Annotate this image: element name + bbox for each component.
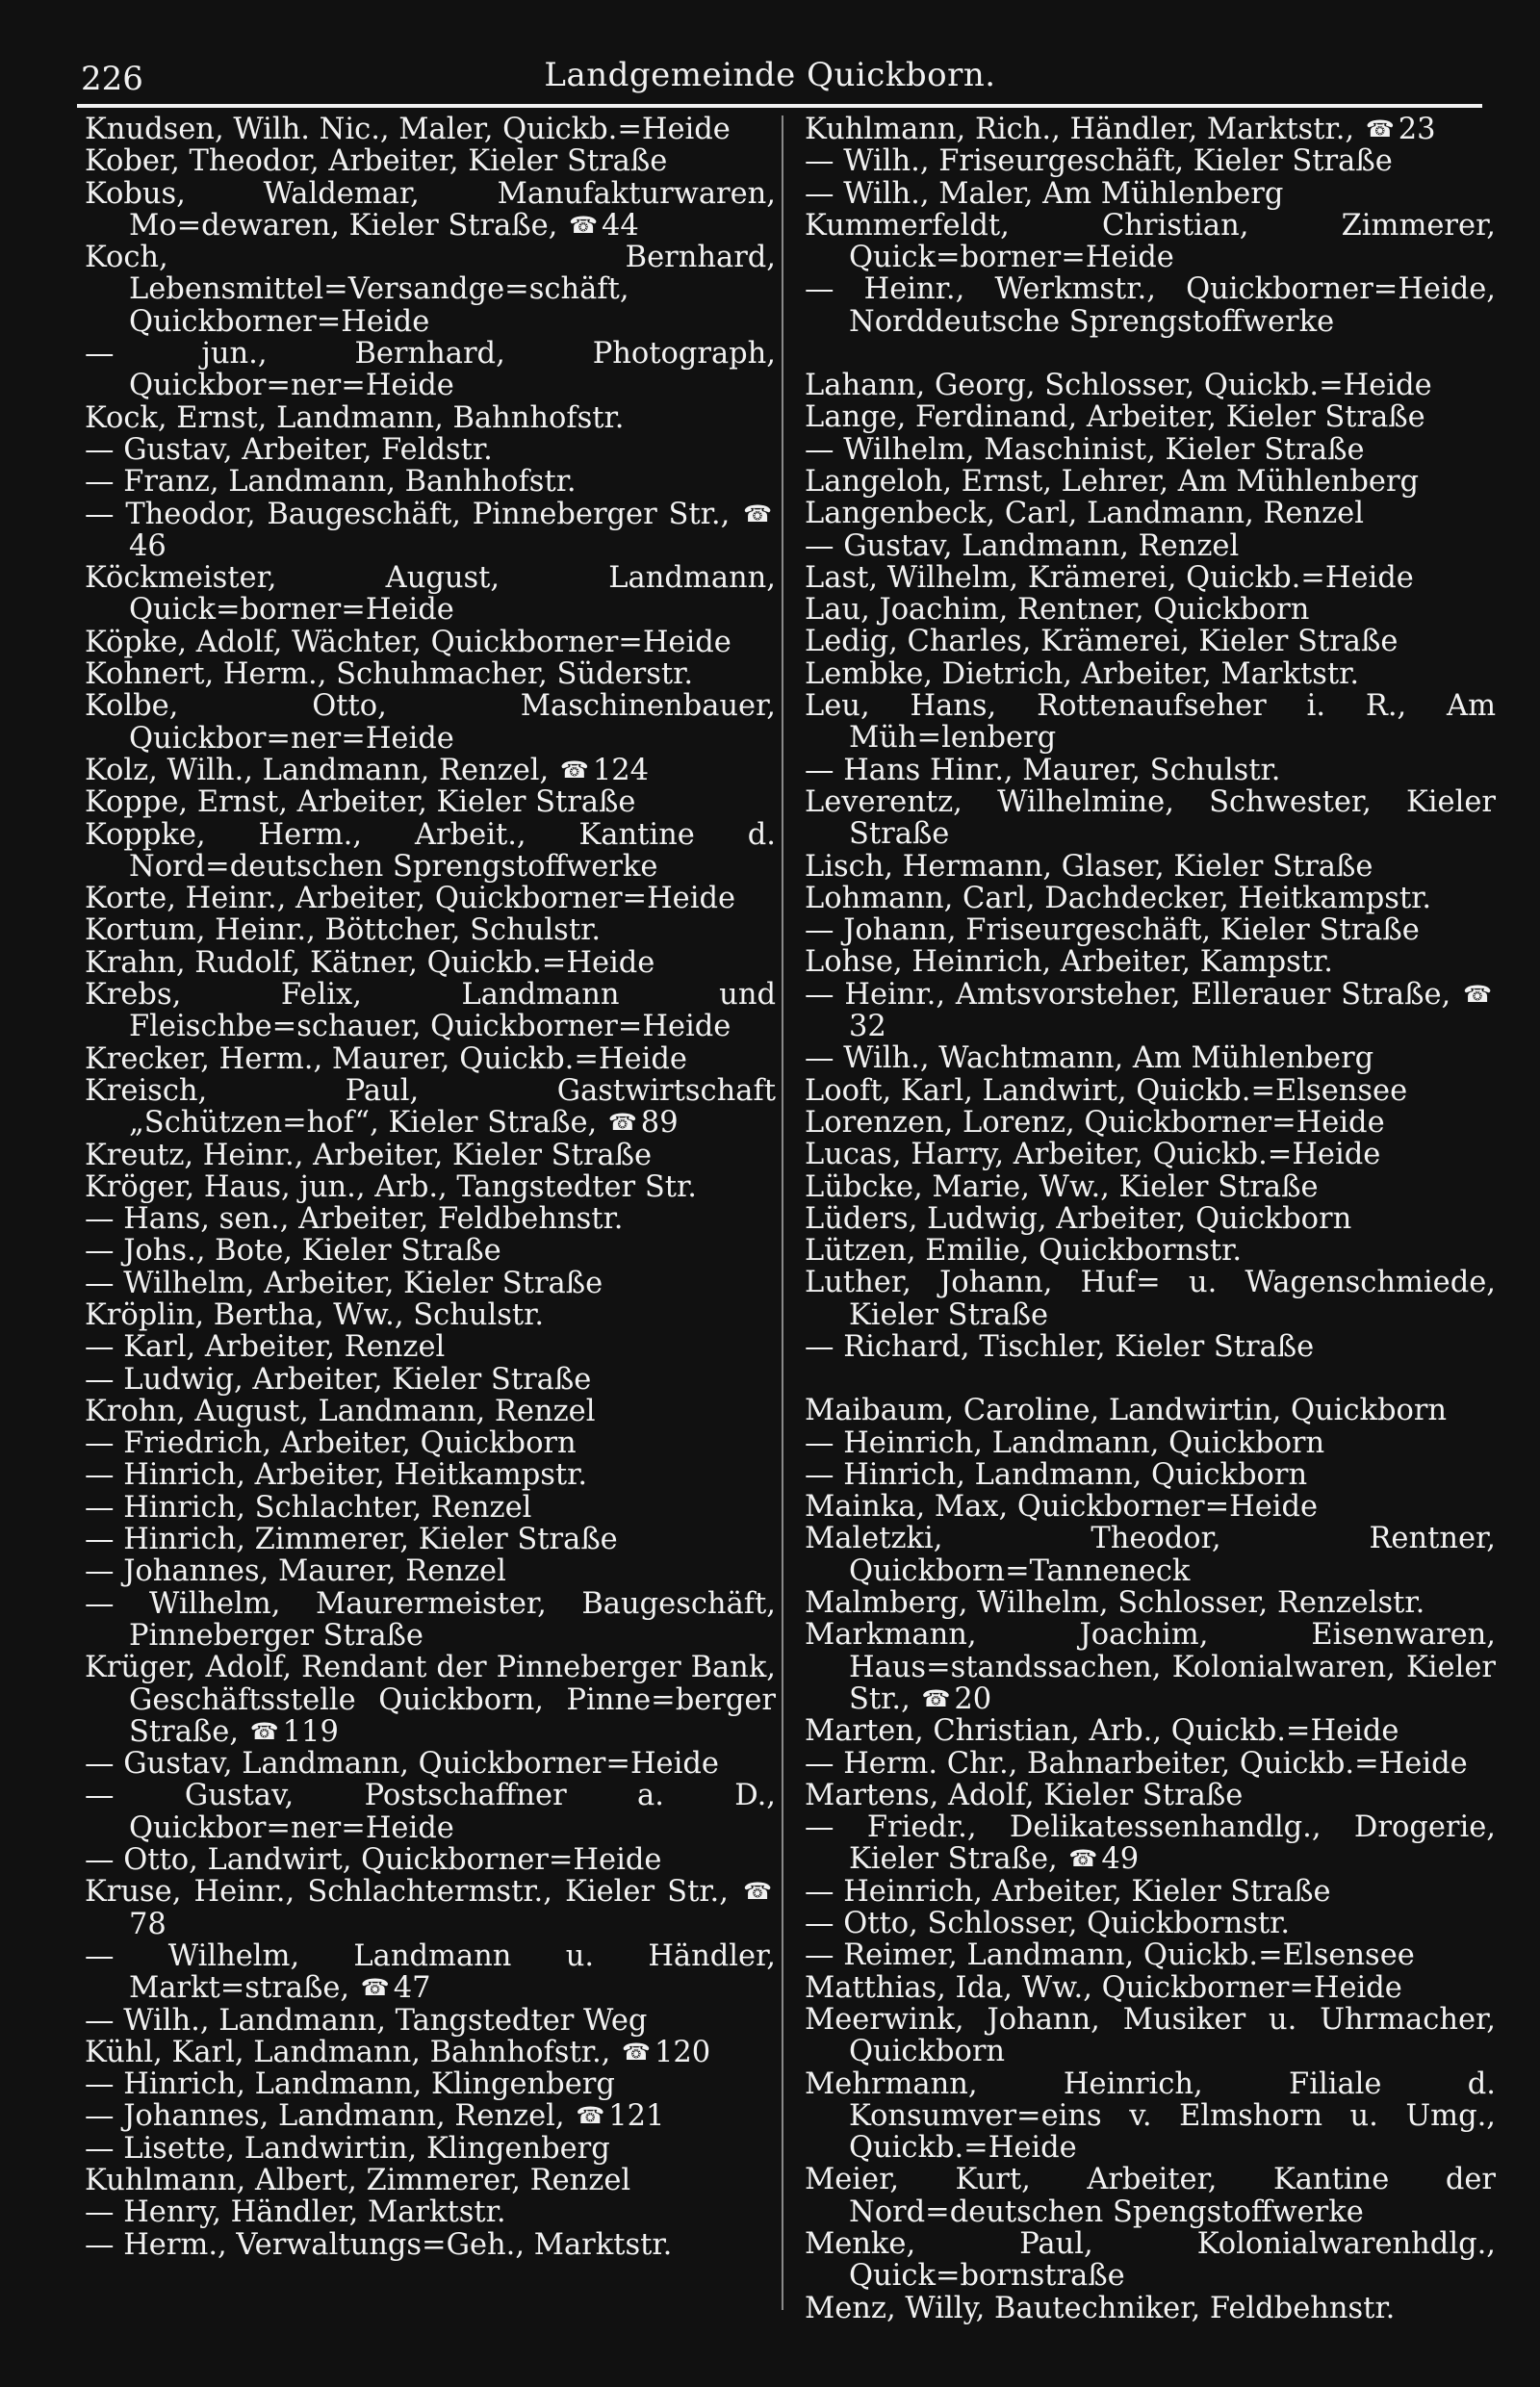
directory-entry bbox=[85, 434, 776, 466]
directory-entry bbox=[805, 370, 1496, 401]
directory-entry bbox=[805, 2004, 1496, 2068]
entry-text: Looft, Karl, Landwirt, Quickb.=Elsensee bbox=[805, 1073, 1408, 1108]
directory-entry bbox=[805, 1908, 1496, 1939]
directory-entry bbox=[805, 690, 1496, 755]
directory-entry bbox=[805, 273, 1496, 338]
directory-entry bbox=[805, 2228, 1496, 2293]
entry-text: Kohnert, Herm., Schuhmacher, Süderstr. bbox=[85, 657, 694, 692]
directory-entry bbox=[85, 2196, 776, 2228]
directory-entry bbox=[85, 2100, 776, 2132]
directory-entry bbox=[805, 1107, 1496, 1139]
directory-entry bbox=[805, 2068, 1496, 2165]
directory-entry bbox=[85, 2133, 776, 2165]
directory-entry bbox=[85, 499, 776, 563]
entry-text: Ledig, Charles, Krämerei, Kieler Straße bbox=[805, 625, 1399, 659]
entry-text: Lembke, Dietrich, Arbeiter, Marktstr. bbox=[805, 656, 1360, 691]
directory-entry bbox=[85, 1364, 776, 1396]
entry-text: — Karl, Arbeiter, Renzel bbox=[85, 1330, 446, 1365]
entry-text: Lau, Joachim, Rentner, Quickborn bbox=[805, 593, 1310, 628]
directory-entry bbox=[805, 1075, 1496, 1107]
entry-text: — Herm. Chr., Bahnarbeiter, Quickb.=Heide bbox=[805, 1746, 1468, 1781]
directory-entry bbox=[805, 114, 1496, 145]
directory-entry bbox=[805, 755, 1496, 786]
column-divider bbox=[782, 116, 783, 2310]
directory-entry bbox=[85, 1844, 776, 1876]
entry-text: — Otto, Schlosser, Quickbornstr. bbox=[805, 1907, 1291, 1941]
entry-text: Kortum, Heinr., Böttcher, Schulstr. bbox=[85, 913, 602, 948]
directory-entry bbox=[805, 594, 1496, 626]
directory-entry bbox=[85, 1396, 776, 1427]
directory-entry bbox=[85, 1876, 776, 1940]
directory-entry bbox=[805, 1587, 1496, 1619]
directory-entry bbox=[85, 402, 776, 434]
directory-entry bbox=[805, 883, 1496, 914]
entry-text: — Johannes, Maurer, Renzel bbox=[85, 1554, 506, 1589]
entry-text: — Wilh., Wachtmann, Am Mühlenberg bbox=[805, 1041, 1374, 1076]
entry-text: Langeloh, Ernst, Lehrer, Am Mühlenberg bbox=[805, 464, 1420, 499]
entry-text: — Gustav, Landmann, Renzel bbox=[805, 528, 1240, 563]
entry-text: Korte, Heinr., Arbeiter, Quickborner=Heide bbox=[85, 882, 736, 916]
entry-text: — Heinrich, Landmann, Quickborn bbox=[805, 1425, 1325, 1460]
directory-entry bbox=[805, 1491, 1496, 1523]
entry-text: — Hinrich, Schlachter, Renzel bbox=[85, 1490, 532, 1525]
phone-number: 47 bbox=[393, 1971, 431, 2006]
directory-entry bbox=[805, 979, 1496, 1043]
directory-entry bbox=[85, 1203, 776, 1235]
entry-text: — Johann, Friseurgeschäft, Kieler Straße bbox=[805, 913, 1420, 948]
directory-entry bbox=[805, 914, 1496, 946]
entry-text: — Hinrich, Zimmerer, Kieler Straße bbox=[85, 1523, 618, 1557]
directory-entry bbox=[85, 1780, 776, 1844]
phone-number: 23 bbox=[1398, 113, 1436, 146]
directory-entry bbox=[805, 1203, 1496, 1235]
entry-text: — Wilh., Friseurgeschäft, Kieler Straße bbox=[805, 144, 1393, 179]
directory-entry bbox=[85, 627, 776, 658]
phone-number: 89 bbox=[640, 1106, 679, 1141]
entry-text: Kruse, Heinr., Schlachtermstr., Kieler Str., bbox=[85, 1875, 729, 1910]
entry-text: Malmberg, Wilhelm, Schlosser, Renzelstr. bbox=[805, 1586, 1425, 1621]
entry-text: Knudsen, Wilh. Nic., Maler, Quickb.=Heide bbox=[85, 113, 731, 146]
header-rule bbox=[77, 104, 1482, 108]
entry-text: Krohn, August, Landmann, Renzel bbox=[85, 1394, 596, 1428]
entry-text: Maibaum, Caroline, Landwirtin, Quickborn bbox=[805, 1394, 1448, 1428]
entry-text: — Gustav, Postschaffner a. D., Quickbor=ner=Heide bbox=[85, 1779, 776, 1845]
directory-entry bbox=[85, 2068, 776, 2100]
entry-text: Krecker, Herm., Maurer, Quickb.=Heide bbox=[85, 1041, 687, 1076]
entry-text: Koch, Bernhard, Lebensmittel=Versandge=schäft, Quickborner=Heide bbox=[85, 241, 776, 339]
entry-text: — Lisette, Landwirtin, Klingenberg bbox=[85, 2131, 610, 2166]
entry-text: Koppe, Ernst, Arbeiter, Kieler Straße bbox=[85, 785, 636, 820]
entry-text: — Franz, Landmann, Banhhofstr. bbox=[85, 465, 577, 500]
entry-text: Kock, Ernst, Landmann, Bahnhofstr. bbox=[85, 400, 625, 435]
directory-entry bbox=[805, 530, 1496, 562]
entry-text: — Henry, Händler, Marktstr. bbox=[85, 2195, 506, 2230]
directory-entry bbox=[85, 114, 776, 145]
entry-text: — Hans, sen., Arbeiter, Feldbehnstr. bbox=[85, 1202, 624, 1237]
directory-entry bbox=[85, 2005, 776, 2037]
entry-text: Leverentz, Wilhelmine, Schwester, Kieler Straße bbox=[805, 784, 1496, 852]
phone-number: 20 bbox=[954, 1681, 992, 1716]
entry-text: — Johs., Bote, Kieler Straße bbox=[85, 1234, 501, 1269]
entry-text: Kolbe, Otto, Maschinenbauer, Quickbor=ner=Heide bbox=[85, 689, 776, 756]
directory-entry bbox=[85, 914, 776, 946]
telephone-icon: ☎ bbox=[569, 211, 598, 239]
entry-text: Maletzki, Theodor, Rentner, Quickborn=Tanneneck bbox=[805, 1522, 1496, 1588]
entry-text: — Friedr., Delikatessenhandlg., Drogerie, Kieler Straße, bbox=[805, 1810, 1496, 1877]
entry-text: Marten, Christian, Arb., Quickb.=Heide bbox=[805, 1714, 1399, 1749]
directory-entry bbox=[805, 178, 1496, 210]
entry-text: Koppke, Herm., Arbeit., Kantine d. Nord=deutschen Sprengstoffwerke bbox=[85, 817, 776, 884]
directory-entry bbox=[805, 1331, 1496, 1363]
directory-entry bbox=[805, 1939, 1496, 1971]
telephone-icon: ☎ bbox=[576, 2102, 605, 2130]
entry-text: — Gustav, Arbeiter, Feldstr. bbox=[85, 432, 493, 467]
entry-text: Leu, Hans, Rottenaufseher i. R., Am Müh=lenberg bbox=[805, 689, 1496, 756]
entry-text: Kobus, Waldemar, Manufakturwaren, Mo=dewaren, Kieler Straße, bbox=[85, 176, 776, 243]
entry-text: — Wilhelm, Arbeiter, Kieler Straße bbox=[85, 1266, 603, 1300]
directory-entry bbox=[85, 1940, 776, 2005]
directory-entry bbox=[805, 626, 1496, 657]
directory-entry bbox=[805, 1235, 1496, 1267]
entry-text: — Hinrich, Landmann, Quickborn bbox=[805, 1457, 1308, 1492]
entry-text: Kolz, Wilh., Landmann, Renzel, bbox=[85, 753, 550, 787]
entry-text: Martens, Adolf, Kieler Straße bbox=[805, 1778, 1244, 1812]
directory-entry bbox=[805, 401, 1496, 433]
entry-text: — Hinrich, Landmann, Klingenberg bbox=[85, 2067, 615, 2102]
telephone-icon: ☎ bbox=[1463, 980, 1492, 1008]
directory-entry bbox=[805, 1972, 1496, 2004]
directory-entry bbox=[85, 2037, 776, 2068]
directory-entry bbox=[85, 979, 776, 1043]
directory-entry bbox=[85, 1299, 776, 1331]
entry-text: Mehrmann, Heinrich, Filiale d. Konsumver=eins v. Elmshorn u. Umg., Quickb.=Heide bbox=[805, 2066, 1496, 2166]
directory-entry bbox=[805, 434, 1496, 466]
directory-entry bbox=[85, 466, 776, 498]
directory-entry bbox=[805, 1780, 1496, 1811]
entry-text: — Wilh., Landmann, Tangstedter Weg bbox=[85, 2003, 648, 2038]
telephone-icon: ☎ bbox=[1365, 116, 1395, 142]
telephone-icon: ☎ bbox=[622, 2038, 651, 2066]
entry-text: — Wilhelm, Maschinist, Kieler Straße bbox=[805, 432, 1365, 467]
directory-entry bbox=[805, 1459, 1496, 1491]
entry-text: Lüders, Ludwig, Arbeiter, Quickborn bbox=[805, 1201, 1352, 1236]
entry-text: Krahn, Rudolf, Kätner, Quickb.=Heide bbox=[85, 945, 655, 980]
directory-entry bbox=[805, 2293, 1496, 2324]
phone-number: 124 bbox=[592, 753, 650, 787]
entry-text: — Wilhelm, Maurermeister, Baugeschäft, Pinneberger Straße bbox=[85, 1586, 776, 1653]
phone-number: 119 bbox=[282, 1714, 339, 1749]
entry-text: — Gustav, Landmann, Quickborner=Heide bbox=[85, 1747, 719, 1782]
phone-number: 49 bbox=[1101, 1842, 1140, 1877]
entry-text: Menke, Paul, Kolonialwarenhdlg., Quick=bornstraße bbox=[805, 2227, 1496, 2294]
directory-entry bbox=[85, 338, 776, 402]
directory-entry bbox=[805, 1171, 1496, 1203]
directory-entry bbox=[85, 690, 776, 755]
entry-text: — Hans Hinr., Maurer, Schulstr. bbox=[805, 753, 1281, 787]
directory-entry bbox=[805, 210, 1496, 274]
directory-entry bbox=[85, 1427, 776, 1459]
phone-number: 121 bbox=[608, 2099, 665, 2134]
entry-text: Kuhlmann, Albert, Zimmerer, Renzel bbox=[85, 2164, 631, 2197]
entry-text: — Richard, Tischler, Kieler Straße bbox=[805, 1329, 1315, 1364]
directory-entry bbox=[85, 1588, 776, 1653]
entry-text: — Johannes, Landmann, Renzel, bbox=[85, 2099, 565, 2134]
entry-text: — Heinrich, Arbeiter, Kieler Straße bbox=[805, 1874, 1331, 1909]
directory-entry bbox=[85, 1524, 776, 1555]
directory-entry bbox=[85, 562, 776, 627]
directory-entry bbox=[805, 1267, 1496, 1331]
entry-text: Lahann, Georg, Schlosser, Quickb.=Heide bbox=[805, 369, 1432, 403]
directory-entry bbox=[805, 1715, 1496, 1747]
directory-entry bbox=[805, 466, 1496, 498]
directory-entry bbox=[85, 2229, 776, 2261]
entry-text: Lohmann, Carl, Dachdecker, Heitkampstr. bbox=[805, 881, 1432, 915]
directory-entry bbox=[805, 2164, 1496, 2228]
page-number: 226 bbox=[81, 60, 143, 98]
directory-entry bbox=[805, 1523, 1496, 1587]
entry-text: Kreisch, Paul, Gastwirtschaft „Schützen=hof“, Kieler Straße, bbox=[85, 1073, 776, 1141]
directory-entry bbox=[85, 178, 776, 243]
entry-text: Kröplin, Bertha, Ww., Schulstr. bbox=[85, 1297, 545, 1332]
section-gap bbox=[805, 338, 1496, 370]
entry-text: — Wilh., Maler, Am Mühlenberg bbox=[805, 176, 1284, 211]
telephone-icon: ☎ bbox=[921, 1684, 951, 1712]
section-gap bbox=[805, 1363, 1496, 1395]
entry-text: Kummerfeldt, Christian, Zimmerer, Quick=borner=Heide bbox=[805, 208, 1496, 275]
directory-entry bbox=[805, 1395, 1496, 1426]
entry-text: — jun., Bernhard, Photograph, Quickbor=ner=Heide bbox=[85, 337, 776, 403]
running-title: Landgemeinde Quickborn. bbox=[544, 56, 996, 94]
telephone-icon: ☎ bbox=[360, 1974, 390, 2002]
directory-entry bbox=[85, 947, 776, 979]
entry-text: Kröger, Haus, jun., Arb., Tangstedter Str. bbox=[85, 1169, 697, 1204]
directory-entry bbox=[85, 242, 776, 338]
entry-text: Lange, Ferdinand, Arbeiter, Kieler Straße bbox=[805, 400, 1425, 435]
entry-text: Krüger, Adolf, Rendant der Pinneberger Bank, Geschäftsstelle Quickborn, Pinne=berger Straße, bbox=[85, 1651, 776, 1749]
directory-entry bbox=[85, 1075, 776, 1140]
directory-entry bbox=[805, 1042, 1496, 1074]
directory-entry bbox=[85, 1459, 776, 1491]
entry-text: — Hinrich, Arbeiter, Heitkampstr. bbox=[85, 1458, 588, 1493]
entry-text: — Reimer, Landmann, Quickb.=Elsensee bbox=[805, 1938, 1415, 1973]
entry-text: Matthias, Ida, Ww., Quickborner=Heide bbox=[805, 1970, 1402, 2005]
directory-entry bbox=[805, 1811, 1496, 1876]
directory-entry bbox=[85, 145, 776, 177]
directory-entry bbox=[85, 1748, 776, 1780]
entry-text: — Heinr., Werkmstr., Quickborner=Heide, Norddeutsche Sprengstoffwerke bbox=[805, 272, 1496, 339]
entry-text: Lübcke, Marie, Ww., Kieler Straße bbox=[805, 1169, 1319, 1204]
directory-entry bbox=[85, 1171, 776, 1203]
entry-text: — Heinr., Amtsvorsteher, Ellerauer Straße, bbox=[805, 977, 1451, 1012]
directory-entry bbox=[85, 1235, 776, 1267]
directory-entry bbox=[85, 786, 776, 818]
directory-entry bbox=[805, 1876, 1496, 1908]
directory-entry bbox=[805, 851, 1496, 883]
telephone-icon: ☎ bbox=[743, 500, 773, 527]
directory-entry bbox=[805, 786, 1496, 851]
entry-text: Luther, Johann, Huf= u. Wagenschmiede, Kieler Straße bbox=[805, 1266, 1496, 1332]
entry-text: Köpke, Adolf, Wächter, Quickborner=Heide bbox=[85, 625, 732, 659]
directory-entry bbox=[85, 1140, 776, 1171]
entry-text: Meerwink, Johann, Musiker u. Uhrmacher, Quickborn bbox=[805, 2002, 1496, 2069]
entry-text: Krebs, Felix, Landmann und Fleischbe=schauer, Quickborner=Heide bbox=[85, 978, 776, 1044]
entry-text: Menz, Willy, Bautechniker, Feldbehnstr. bbox=[805, 2291, 1396, 2325]
entry-text: Kreutz, Heinr., Arbeiter, Kieler Straße bbox=[85, 1138, 653, 1172]
phone-number: 78 bbox=[129, 1907, 167, 1941]
directory-entry bbox=[805, 145, 1496, 177]
entry-text: Lisch, Hermann, Glaser, Kieler Straße bbox=[805, 849, 1373, 884]
entry-text: Köckmeister, August, Landmann, Quick=borner=Heide bbox=[85, 561, 776, 628]
entry-text: Meier, Kurt, Arbeiter, Kantine der Nord=deutschen Spengstoffwerke bbox=[805, 2163, 1496, 2229]
entry-text: Kühl, Karl, Landmann, Bahnhofstr., bbox=[85, 2035, 611, 2069]
entry-text: Last, Wilhelm, Krämerei, Quickb.=Heide bbox=[805, 560, 1414, 595]
telephone-icon: ☎ bbox=[743, 1878, 772, 1906]
telephone-icon: ☎ bbox=[1068, 1845, 1098, 1873]
directory-entry bbox=[85, 819, 776, 884]
telephone-icon: ☎ bbox=[607, 1109, 637, 1137]
left-column bbox=[85, 114, 776, 2261]
directory-entry bbox=[805, 946, 1496, 978]
directory-entry bbox=[805, 1427, 1496, 1459]
phone-number: 44 bbox=[602, 208, 639, 243]
right-column bbox=[805, 114, 1496, 2324]
directory-entry bbox=[85, 1652, 776, 1748]
directory-entry bbox=[805, 1139, 1496, 1170]
directory-entry bbox=[85, 1268, 776, 1299]
directory-entry bbox=[805, 658, 1496, 690]
directory-entry bbox=[85, 1043, 776, 1075]
entry-text: — Ludwig, Arbeiter, Kieler Straße bbox=[85, 1362, 592, 1397]
entry-text: Markmann, Joachim, Eisenwaren, Haus=standssachen, Kolonialwaren, Kieler Str., bbox=[805, 1618, 1496, 1716]
directory-entry bbox=[85, 755, 776, 786]
phone-number: 120 bbox=[654, 2035, 711, 2069]
entry-text: Langenbeck, Carl, Landmann, Renzel bbox=[805, 497, 1364, 531]
directory-entry bbox=[805, 1748, 1496, 1780]
entry-text: — Otto, Landwirt, Quickborner=Heide bbox=[85, 1843, 662, 1878]
phone-number: 32 bbox=[849, 1010, 886, 1044]
entry-text: — Herm., Verwaltungs=Geh., Marktstr. bbox=[85, 2227, 673, 2262]
entry-text: Mainka, Max, Quickborner=Heide bbox=[805, 1490, 1319, 1525]
entry-text: Kuhlmann, Rich., Händler, Marktstr., bbox=[805, 113, 1355, 146]
telephone-icon: ☎ bbox=[249, 1717, 279, 1745]
directory-entry bbox=[85, 1555, 776, 1587]
entry-text: Lützen, Emilie, Quickbornstr. bbox=[805, 1234, 1243, 1269]
entry-text: Kober, Theodor, Arbeiter, Kieler Straße bbox=[85, 144, 668, 179]
directory-entry bbox=[85, 883, 776, 914]
directory-entry bbox=[85, 1492, 776, 1524]
directory-entry bbox=[805, 498, 1496, 529]
directory-entry bbox=[85, 658, 776, 690]
entry-text: Lohse, Heinrich, Arbeiter, Kampstr. bbox=[805, 945, 1333, 980]
directory-entry bbox=[805, 1619, 1496, 1715]
entry-text: Lucas, Harry, Arbeiter, Quickb.=Heide bbox=[805, 1138, 1381, 1172]
entry-text: — Wilhelm, Landmann u. Händler, Markt=straße, bbox=[85, 1938, 776, 2006]
directory-entry bbox=[85, 2165, 776, 2196]
telephone-icon: ☎ bbox=[559, 756, 589, 783]
entry-text: — Theodor, Baugeschäft, Pinneberger Str., bbox=[85, 497, 731, 531]
phone-number: 46 bbox=[129, 528, 167, 563]
entry-text: Lorenzen, Lorenz, Quickborner=Heide bbox=[805, 1105, 1385, 1140]
directory-entry bbox=[85, 1331, 776, 1363]
entry-text: — Friedrich, Arbeiter, Quickborn bbox=[85, 1426, 577, 1461]
directory-entry bbox=[805, 562, 1496, 594]
